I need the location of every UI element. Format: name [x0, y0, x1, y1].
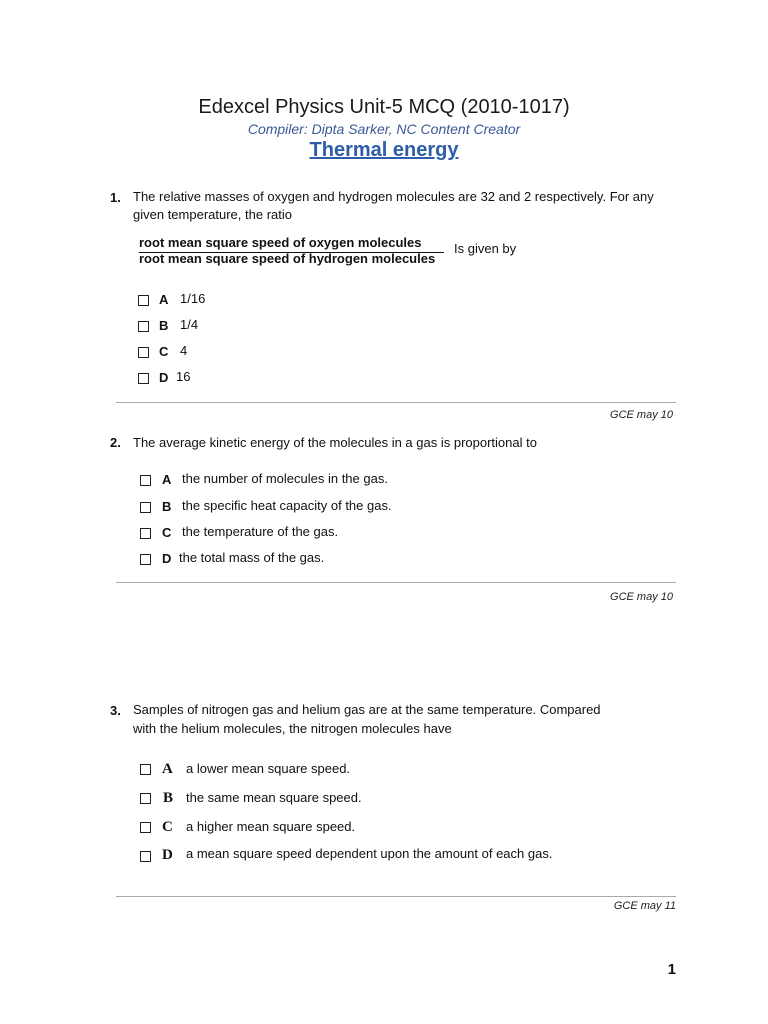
- answer-checkbox[interactable]: [140, 475, 151, 486]
- option-text: the number of molecules in the gas.: [182, 471, 388, 486]
- question-text: The average kinetic energy of the molecules in a gas is proportional to: [133, 435, 537, 450]
- question-number: 2.: [110, 435, 121, 450]
- option-letter: B: [159, 318, 169, 333]
- option-letter: A: [159, 292, 169, 307]
- answer-checkbox[interactable]: [138, 347, 149, 358]
- fraction-numerator: root mean square speed of oxygen molecules: [139, 235, 422, 250]
- option-letter: B: [163, 790, 174, 806]
- option-text: the temperature of the gas.: [182, 524, 339, 539]
- fraction-denominator: root mean square speed of hydrogen molecules: [139, 251, 436, 266]
- option-letter: B: [162, 499, 172, 514]
- answer-checkbox[interactable]: [140, 528, 151, 539]
- option-letter: D: [162, 551, 172, 566]
- section-divider: [116, 896, 676, 897]
- option-text: 4: [180, 343, 188, 358]
- section-divider: [116, 402, 676, 403]
- option-text: 1/4: [180, 317, 199, 332]
- answer-checkbox[interactable]: [138, 321, 149, 332]
- option-text: a higher mean square speed.: [186, 819, 356, 834]
- option-text: the specific heat capacity of the gas.: [182, 498, 392, 513]
- answer-checkbox[interactable]: [140, 793, 151, 804]
- question-text-line1: The relative masses of oxygen and hydrogen molecules are 32 and 2 respectively. For any: [133, 189, 654, 204]
- question-source: GCE may 10: [610, 591, 673, 603]
- option-text: the same mean square speed.: [186, 790, 362, 805]
- option-letter: A: [162, 472, 172, 487]
- answer-checkbox[interactable]: [140, 764, 151, 775]
- topic-heading: Thermal energy: [309, 139, 459, 161]
- section-divider: [116, 582, 676, 583]
- option-letter: A: [162, 761, 173, 777]
- question-number: 1.: [110, 190, 121, 205]
- question-source: GCE may 11: [613, 900, 676, 912]
- question-number: 3.: [110, 703, 121, 718]
- document-title: Edexcel Physics Unit-5 MCQ (2010-1017): [198, 96, 570, 118]
- answer-checkbox[interactable]: [140, 554, 151, 565]
- question-text-line1: Samples of nitrogen gas and helium gas are at the same temperature. Compared: [133, 702, 601, 717]
- question-text-line2: given temperature, the ratio: [133, 207, 292, 222]
- compiler-credit: Compiler: Dipta Sarker, NC Content Creator: [247, 121, 521, 137]
- option-text: 1/16: [180, 291, 206, 306]
- option-letter: C: [162, 525, 172, 540]
- answer-checkbox[interactable]: [138, 373, 149, 384]
- option-letter: D: [162, 847, 173, 863]
- option-text: a mean square speed dependent upon the amount of each gas.: [186, 846, 553, 861]
- option-letter: C: [162, 819, 173, 835]
- answer-checkbox[interactable]: [140, 851, 151, 862]
- option-text: the total mass of the gas.: [179, 550, 325, 565]
- question-text-line2: with the helium molecules, the nitrogen molecules have: [133, 721, 452, 736]
- answer-checkbox[interactable]: [140, 502, 151, 513]
- option-letter: D: [159, 370, 169, 385]
- answer-checkbox[interactable]: [138, 295, 149, 306]
- answer-checkbox[interactable]: [140, 822, 151, 833]
- option-text: a lower mean square speed.: [186, 761, 351, 776]
- page-number: 1: [667, 961, 676, 978]
- question-source: GCE may 10: [610, 409, 673, 421]
- option-letter: C: [159, 344, 169, 359]
- fraction-suffix: Is given by: [454, 241, 517, 256]
- option-text: 16: [176, 369, 191, 384]
